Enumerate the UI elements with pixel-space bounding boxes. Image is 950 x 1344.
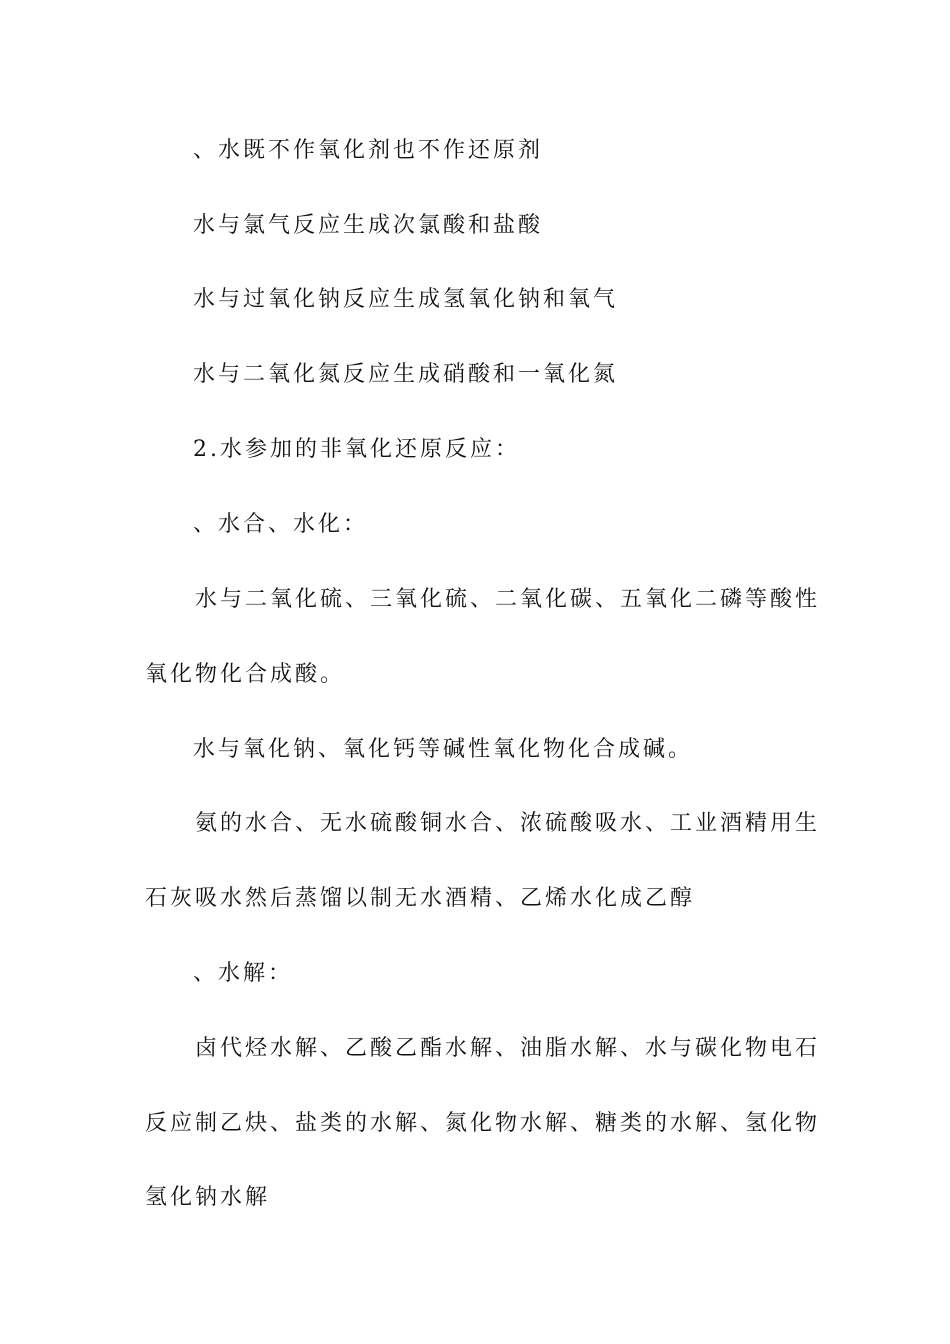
subsection-heading-hydrolysis: 、水解：: [193, 961, 294, 986]
text-line-13: 卤代烃水解、乙酸乙酯水解、油脂水解、水与碳化物电石: [195, 1036, 821, 1061]
text-line-9: 水与氧化钠、氧化钙等碱性氧化物化合成碱。: [193, 737, 694, 762]
text-line-1: 、水既不作氧化剂也不作还原剂: [193, 138, 544, 163]
text-line-3: 水与过氧化钠反应生成氢氧化钠和氧气: [193, 287, 619, 312]
section-heading: 2.水参加的非氧化还原反应：: [193, 437, 520, 462]
text-line-8: 氧化物化合成酸。: [145, 662, 346, 687]
subsection-heading-hydration: 、水合、水化：: [193, 512, 369, 537]
text-line-10: 氨的水合、无水硫酸铜水合、浓硫酸吸水、工业酒精用生: [195, 811, 821, 836]
text-line-7: 水与二氧化硫、三氧化硫、二氧化碳、五氧化二磷等酸性: [195, 587, 821, 612]
text-line-11: 石灰吸水然后蒸馏以制无水酒精、乙烯水化成乙醇: [145, 886, 696, 911]
text-line-4: 水与二氧化氮反应生成硝酸和一氧化氮: [193, 362, 619, 387]
text-line-14: 反应制乙炔、盐类的水解、氮化物水解、糖类的水解、氢化物: [145, 1111, 821, 1136]
text-line-2: 水与氯气反应生成次氯酸和盐酸: [193, 213, 544, 238]
text-line-15: 氢化钠水解: [145, 1185, 271, 1210]
